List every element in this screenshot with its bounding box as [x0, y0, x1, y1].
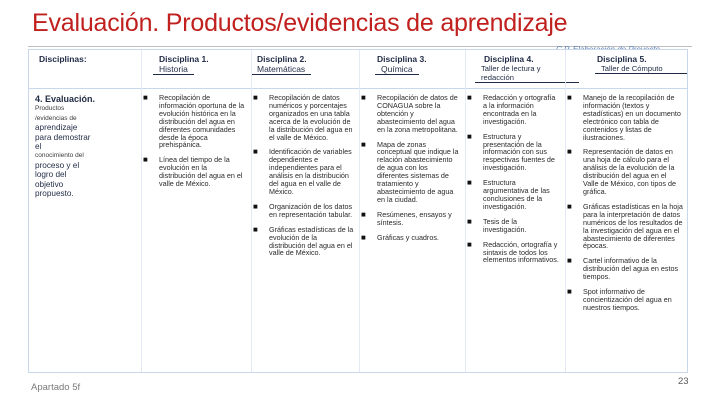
item-text: Tesis de la investigación.: [483, 216, 527, 234]
item-text: Recopilación de información oportuna de la evolución histórica en la distribución del agua en diferentes comunidades desde la época prehispánica.: [159, 93, 245, 150]
bullet-icon: ■: [361, 139, 366, 149]
discipline-1-subject: Historia: [153, 64, 194, 75]
bullet-icon: ■: [567, 93, 572, 102]
list-item: [141, 94, 245, 149]
row-label-line: el: [35, 142, 42, 152]
page-number: 23: [678, 376, 689, 387]
item-text: Línea del tiempo de la evolución en la distribución del agua en el valle de México.: [159, 155, 243, 189]
discipline-1-title: Disciplina 1.: [159, 54, 209, 64]
bullet-icon: ■: [467, 239, 472, 249]
list-item: [565, 203, 683, 250]
row-label-line: propuesto.: [35, 189, 74, 199]
item-text: Recopilación de datos numéricos y porcentajes organizados en una tabla acerca de la evolución de la distribución del agua en el valle de México.: [269, 93, 353, 142]
slide-title: Evaluación. Productos/evidencias de aprendizaje: [32, 9, 568, 37]
bullet-icon: ■: [143, 93, 148, 102]
list-item: [359, 141, 461, 204]
item-text: Estructura argumentativa de las conclusiones de la investigación.: [483, 178, 550, 211]
list-item: [465, 94, 561, 126]
footer-section-label: Apartado 5f: [31, 382, 81, 393]
bullet-icon: ■: [567, 147, 572, 157]
list-item: [251, 226, 355, 258]
row-label-line: /evidencias de: [35, 114, 77, 122]
bullet-icon: ■: [253, 93, 258, 102]
list-item: [565, 288, 683, 312]
header-divider: [29, 88, 687, 89]
discipline-5-title: Disciplina 5.: [597, 54, 647, 64]
disciplines-label: Disciplinas:: [39, 54, 87, 64]
discipline-3-subject: Química: [375, 64, 419, 75]
bullet-icon: ■: [253, 224, 258, 234]
discipline-3-title: Disciplina 3.: [377, 54, 427, 64]
bullet-icon: ■: [467, 216, 472, 226]
discipline-3-items: [359, 94, 461, 249]
item-text: Manejo de la recopilación de información (textos y estadísticas) en un documento electrónico con tabla de contenidos y listas de ilustraciones.: [583, 93, 681, 142]
discipline-4-title: Disciplina 4.: [484, 54, 534, 64]
item-text: Gráficas estadísticas en la hoja para la interpretación de datos numéricos de los resultados de la investigación del agua en el abastecimiento de diferentes épocas.: [583, 201, 683, 251]
item-text: Gráficas y cuadros.: [377, 232, 439, 242]
list-item: [465, 241, 561, 265]
list-item: [359, 94, 461, 134]
list-item: [565, 257, 683, 281]
bullet-icon: ■: [567, 256, 572, 266]
list-item: [465, 179, 561, 211]
item-text: Resúmenes, ensayos y síntesis.: [377, 209, 452, 227]
list-item: [251, 203, 355, 219]
list-item: [465, 218, 561, 234]
bullet-icon: ■: [361, 93, 366, 102]
bullet-icon: ■: [467, 131, 472, 141]
row-label-line: objetivo: [35, 179, 64, 189]
discipline-2-title: Disciplina 2.: [257, 54, 307, 64]
list-item: [359, 234, 461, 242]
item-text: Identificación de variables dependientes e independientes para el análisis en la distribución del agua en el valle de México.: [269, 147, 352, 196]
row-label-line: Productos: [35, 105, 65, 113]
discipline-4-subject: Taller de lectura y redacción: [475, 64, 579, 83]
row-label-line: logro del: [35, 170, 67, 180]
bullet-icon: ■: [567, 201, 572, 211]
discipline-1-items: [141, 94, 245, 195]
bullet-icon: ■: [467, 93, 472, 102]
bullet-icon: ■: [253, 147, 258, 157]
row-label-line: proceso y el: [35, 160, 80, 170]
bullet-icon: ■: [567, 287, 572, 297]
row-label-line: conocimiento del: [35, 152, 84, 160]
discipline-5-subject: Taller de Cómputo: [595, 64, 687, 74]
bullet-icon: ■: [253, 201, 258, 211]
row-label-line: para demostrar: [35, 132, 91, 142]
item-text: Estructura y presentación de la información con sus respectivas fuentes de investigación.: [483, 131, 555, 173]
item-text: Redacción, ortografía y sintaxis de todos los elementos informativos.: [483, 239, 559, 265]
evaluation-table: [28, 49, 688, 373]
item-text: Representación de datos en una hoja de cálculo para el análisis de la evolución de la distribución del agua en el Valle de México, con tipos de gráfica.: [583, 147, 676, 196]
list-item: [141, 156, 245, 188]
evaluation-row-label: [35, 95, 135, 198]
item-text: Recopilación de datos de CONAGUA sobre la obtención y abastecimiento del agua en la zona metropolitana.: [377, 93, 458, 134]
list-item: [251, 94, 355, 141]
item-text: Spot informativo de concientización del agua en nuestros tiempos.: [583, 287, 672, 312]
table-header-row: [29, 50, 687, 88]
discipline-2-subject: Matemáticas: [251, 64, 311, 75]
discipline-4-items: [465, 94, 561, 271]
row-label-line: aprendizaje: [35, 123, 78, 133]
bullet-icon: ■: [361, 209, 366, 219]
list-item: [359, 211, 461, 227]
list-item: [565, 94, 683, 141]
item-text: Gráficas estadísticas de la evolución de la distribución del agua en el valle de México.: [269, 224, 354, 258]
item-text: Redacción y ortografía a la información encontrada en la investigación.: [483, 93, 556, 126]
list-item: [465, 133, 561, 173]
list-item: [251, 148, 355, 195]
discipline-5-items: [565, 94, 683, 319]
evaluation-heading: 4. Evaluación.: [35, 94, 96, 104]
bullet-icon: ■: [467, 178, 472, 188]
item-text: Cartel informativo de la distribución del agua en estos tiempos.: [583, 256, 679, 282]
item-text: Organización de los datos en representación tabular.: [269, 201, 353, 219]
bullet-icon: ■: [361, 232, 366, 242]
list-item: [565, 148, 683, 195]
item-text: Mapa de zonas conceptual que indique la relación abastecimiento de agua con los diferentes sistemas de tratamiento y abastecimiento de agua en la ciudad.: [377, 139, 459, 204]
bullet-icon: ■: [143, 155, 148, 165]
discipline-2-items: [251, 94, 355, 264]
